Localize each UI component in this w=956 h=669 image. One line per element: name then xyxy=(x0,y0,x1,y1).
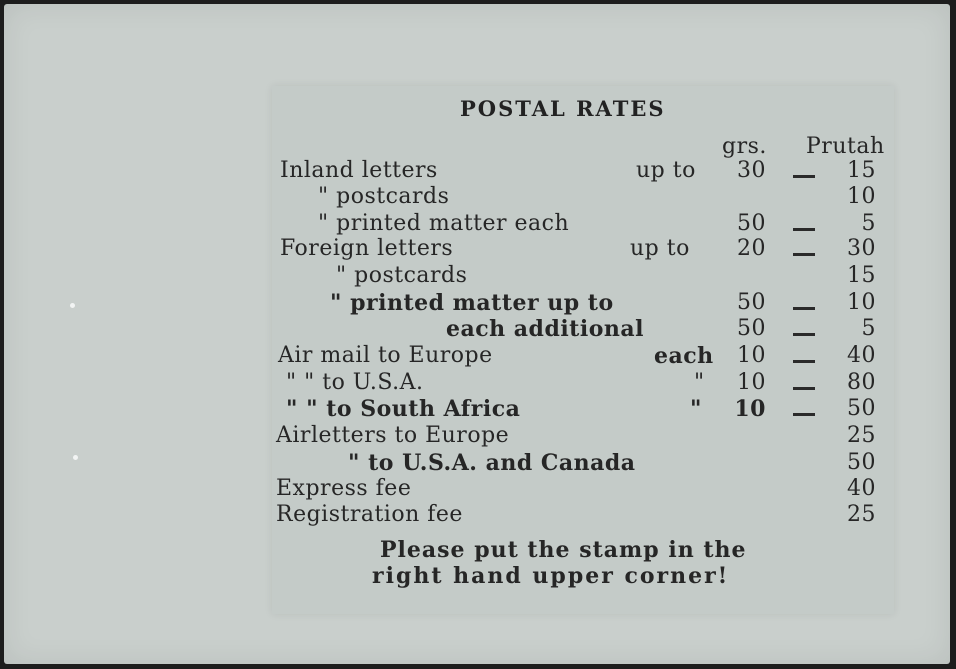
row-prutah: 30 xyxy=(847,236,876,261)
row-prutah: 40 xyxy=(847,476,876,501)
row-label: Air mail to Europe xyxy=(278,343,493,368)
row-prutah: 25 xyxy=(847,423,876,448)
row-label: " postcards xyxy=(318,184,450,209)
row-label: Registration fee xyxy=(276,502,463,527)
row-prutah: 15 xyxy=(847,158,876,183)
row-prutah: 5 xyxy=(861,211,876,236)
row-grs: 10 xyxy=(737,343,766,368)
row-label: Inland letters xyxy=(280,158,438,183)
row-middle: " xyxy=(694,370,705,395)
row-prutah: 50 xyxy=(847,396,876,421)
row-label: " printed matter each xyxy=(318,211,570,236)
page-title: POSTAL RATES xyxy=(460,96,666,121)
row-middle: " xyxy=(690,396,702,422)
row-dash xyxy=(793,228,815,231)
row-label: " postcards xyxy=(336,263,468,288)
row-prutah: 25 xyxy=(847,502,876,527)
row-prutah: 80 xyxy=(847,370,876,395)
row-dash xyxy=(793,175,815,178)
row-middle: each xyxy=(654,343,714,369)
footer-line-1: Please put the stamp in the xyxy=(380,537,747,563)
row-dash xyxy=(793,413,815,416)
row-grs: 50 xyxy=(737,316,766,341)
row-prutah: 10 xyxy=(847,184,876,209)
row-dash xyxy=(793,307,815,310)
row-prutah: 15 xyxy=(847,263,876,288)
row-label: " printed matter up to xyxy=(330,290,614,316)
row-prutah: 40 xyxy=(847,343,876,368)
row-grs: 20 xyxy=(737,236,766,261)
row-prutah: 10 xyxy=(847,290,876,315)
row-label: Airletters to Europe xyxy=(276,423,510,448)
row-label: " to U.S.A. and Canada xyxy=(348,450,636,476)
row-label: " " to U.S.A. xyxy=(286,370,424,395)
row-dash xyxy=(793,387,815,390)
footer-line-2: right hand upper corner! xyxy=(372,563,730,589)
row-middle: up to xyxy=(636,158,696,183)
row-grs: 50 xyxy=(737,211,766,236)
row-dash xyxy=(793,333,815,336)
prutah-header: Prutah xyxy=(806,134,885,159)
row-label: Express fee xyxy=(276,476,412,501)
row-prutah: 50 xyxy=(847,450,876,475)
row-grs: 30 xyxy=(737,158,766,183)
row-label: each additional xyxy=(446,316,644,342)
row-prutah: 5 xyxy=(861,316,876,341)
row-label: " " to South Africa xyxy=(286,396,521,422)
row-grs: 10 xyxy=(737,370,766,395)
perforation-dot xyxy=(70,303,75,308)
row-dash xyxy=(793,253,815,256)
grs-header: grs. xyxy=(722,134,767,159)
row-label: Foreign letters xyxy=(280,236,454,261)
perforation-dot xyxy=(73,455,78,460)
row-dash xyxy=(793,360,815,363)
row-middle: up to xyxy=(630,236,690,261)
row-grs: 50 xyxy=(737,290,766,315)
row-grs: 10 xyxy=(734,396,766,422)
